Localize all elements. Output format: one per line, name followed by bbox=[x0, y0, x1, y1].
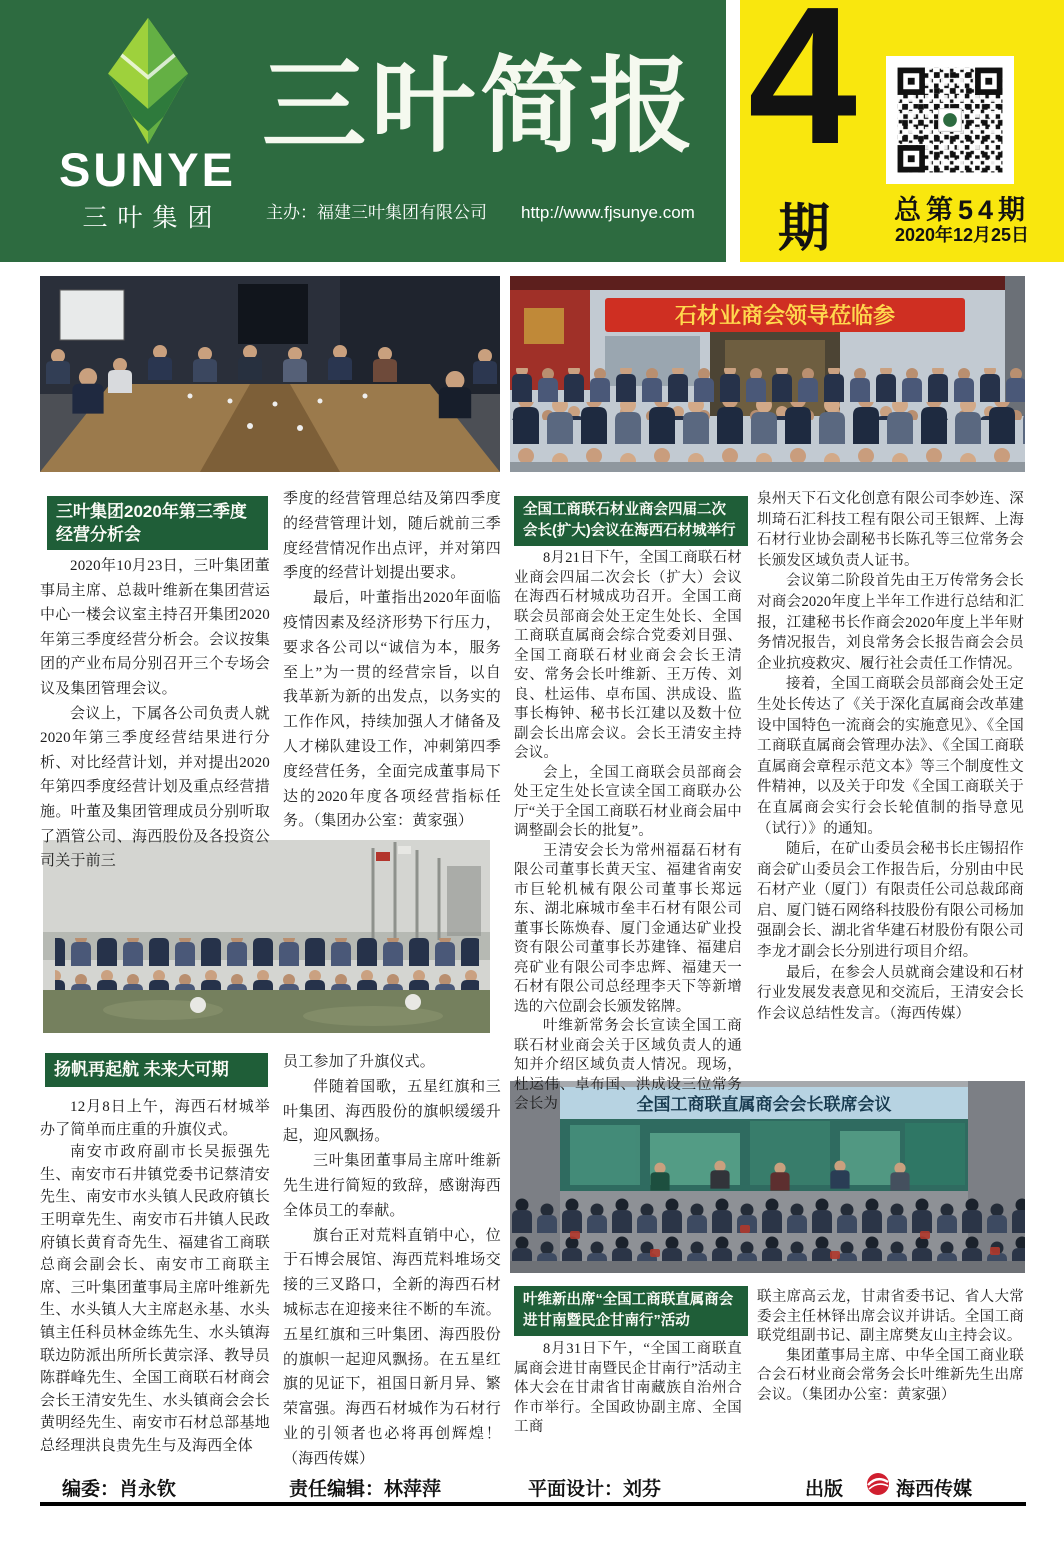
paragraph: 最后，在参会人员就商会建设和石材行业发展发表意见和交流后，王清安会长作会议总结性发言。（海西传媒） bbox=[757, 964, 1024, 1022]
paragraph: 随后，在矿山委员会秘书长庄锡招作商会矿山委员会工作报告后，分别由中民石材产业（厦门）有限责任公司总裁邱商启、厦门链石网络科技股份有限公司杨加强副会长、湖北省华建石材股份有限公司李龙才副会长分别进行项目介绍。 bbox=[757, 841, 1024, 961]
article-column bbox=[40, 554, 270, 874]
article-column bbox=[514, 1340, 742, 1438]
publisher-text: 主办：福建三叶集团有限公司 bbox=[266, 203, 487, 222]
paragraph: 叶维新常务会长宣读全国工商联石材业商会关于区域负责人的通知并介绍区域负责人情况。现场，杜运伟、卓布国、洪成设三位常务会长为 bbox=[514, 1018, 742, 1112]
paragraph: 会议上，下属各公司负责人就2020年第三季度经营结果进行分析、对比经营计划，并对提出2020年第四季度经营计划及重点经营措施。叶董及集团管理成员分别听取了酒管公司、海西股份及各投资公司关于前三 bbox=[40, 705, 270, 870]
paragraph: 南安市政府副市长吴振强先生、南安市石井镇党委书记蔡清安先生、南安市水头镇人民政府镇长王明章先生、南安市石井镇人民政府镇长黄育奇先生、福建省工商联总商会副会长、南安市工商联主席、三叶集团董事局主席叶维新先生、水头镇人大主席赵永基、水头镇主任科员林金练先生、水头镇海联边防派出所所长黄宗泽、教导员陈群峰先生、全国工商联石材商会会长王清安先生、水头镇商会会长黄明经先生、南安市石材总部基地总经理洪良贵先生与及海西全体 bbox=[40, 1144, 270, 1454]
photo-screen-text: 全国工商联直属商会会长联席会议 bbox=[636, 1095, 892, 1114]
paragraph: 2020年10月23日，三叶集团董事局主席、总裁叶维新在集团营运中心一楼会议室主持召开集团2020年第三季度经营分析会。会议按集团的产业布局分别召开三个专场会议及集团管理会议。 bbox=[40, 558, 270, 697]
paragraph: 旗台正对荒料直销中心，位于石博会展馆、海西荒料堆场交接的三叉路口，全新的海西石材城标志在迎接来往不断的车流。五星红旗和三叶集团、海西股份的旗帜一起迎风飘扬。在五星红旗的见证下，祖国日新月异、繁荣富强。海西石材城作为石材行业的引领者也必将再创辉煌！（海西传媒） bbox=[283, 1227, 501, 1467]
footer-publisher-name: 海西传媒 bbox=[896, 1479, 973, 1500]
paragraph: 8月21日下午，全国工商联石材业商会四届二次会长（扩大）会议在海西石材城成功召开。全国工商联会员部商会处王定生处长、全国工商联直属商会综合党委刘目强、全国工商联石材业商会会长王清安、常务会长叶维新、王万传、刘良、杜运伟、卓布国、洪成设、监事长梅钟、秘书长江建以及数十位副会长出席会议。会长王清安主持会议。 bbox=[514, 550, 742, 761]
article-column bbox=[514, 549, 742, 1115]
paragraph: 季度的经营管理总结及第四季度的经营管理计划，随后就前三季度经营情况作出点评，并对第四季度的经营计划提出要求。 bbox=[283, 491, 501, 582]
website-url: http://www.fjsunye.com bbox=[521, 203, 695, 222]
footer-designer: 平面设计：刘芬 bbox=[528, 1479, 662, 1500]
footer-editor: 责任编辑：林萍萍 bbox=[289, 1479, 442, 1500]
article-column bbox=[283, 1050, 501, 1472]
article-column bbox=[283, 487, 501, 834]
issue-panel bbox=[740, 0, 1064, 262]
company-logo bbox=[50, 12, 245, 234]
article-title-gannan: 叶维新出席“全国工商联直属商会进甘南暨民企甘南行”活动 bbox=[514, 1286, 748, 1336]
photo-meeting-room bbox=[40, 276, 500, 472]
footer-divider-line bbox=[40, 1502, 1026, 1506]
article-title-stone-assoc: 全国工商联石材业商会四届二次会长(扩大)会议在海西石材城举行 bbox=[514, 496, 748, 546]
issue-total: 总第54期 bbox=[893, 195, 1031, 225]
qr-code-icon bbox=[886, 56, 1014, 184]
paragraph: 三叶集团董事局主席叶维新先生进行简短的致辞，感谢海西全体员工的奉献。 bbox=[283, 1153, 501, 1219]
paragraph: 泉州天下石文化创意有限公司李妙连、深圳琦石汇科技工程有限公司王银辉、上海石材行业协会副秘书长陈孔等三位常务会长颁发区域负责人证书。 bbox=[757, 491, 1024, 569]
footer-publisher-label: 出版 bbox=[805, 1479, 844, 1500]
paragraph: 联主席高云龙，甘肃省委书记、省人大常委会主任林铎出席会议并讲话。全国工商联党组副书记、副主席樊友山主持会议。 bbox=[757, 1289, 1024, 1344]
article-column bbox=[40, 1096, 270, 1458]
issue-date: 2020年12月25日 bbox=[894, 225, 1030, 245]
paragraph: 集团董事局主席、中华全国工商业联合会石材业商会常务会长叶维新先生出席会议。（集团办公室：黄家强） bbox=[757, 1347, 1024, 1403]
leaf-icon bbox=[106, 16, 190, 146]
paragraph: 员工参加了升旗仪式。 bbox=[283, 1054, 436, 1070]
article-title-q3-analysis: 三叶集团2020年第三季度经营分析会 bbox=[47, 496, 268, 550]
photo-banner-text: 石材业商会领导莅临参 bbox=[674, 303, 896, 328]
article-column bbox=[757, 1288, 1024, 1405]
paragraph: 8月31日下午，“全国工商联直属商会进甘南暨民企甘南行”活动主体大会在甘肃省甘南藏族自治州合作市举行。全国政协副主席、全国工商 bbox=[514, 1341, 742, 1435]
paragraph: 最后，叶董指出2020年面临疫情因素及经济形势下行压力，要求各公司以“诚信为本，服务至上”为一贯的经营宗旨，以自我革新为新的出发点，以务实的工作作风，持续加强人才储备及人才梯队建设工作，冲刺第四季度经营任务，全面完成董事局下达的2020年度各项经营指标任务。（集团办公室：黄家强） bbox=[283, 590, 501, 830]
masthead-title: 三叶简报 bbox=[262, 49, 699, 165]
company-name-cn: 三叶集团 bbox=[82, 203, 223, 232]
paragraph: 接着，全国工商联会员部商会处王定生处长传达了《关于深化直属商会改革建设中国特色一流商会的实施意见》、《全国工商联直属商会管理办法》、《全国工商联直属商会章程示范文本》等三个制度性文件精神，以及关于印发《全国工商联关于在直属商会实行会长轮值制的指导意见（试行）》的通知。 bbox=[757, 676, 1024, 837]
photo-group-entrance bbox=[510, 276, 1025, 472]
header-band bbox=[0, 0, 726, 262]
paragraph: 伴随着国歌，五星红旗和三叶集团、海西股份的旗帜缓缓升起，迎风飘扬。 bbox=[283, 1078, 501, 1145]
article-column bbox=[757, 489, 1024, 1024]
footer-editorial-board: 编委：肖永钦 bbox=[62, 1479, 177, 1500]
issue-number: 4 bbox=[748, 0, 858, 185]
haixi-media-logo-icon bbox=[866, 1472, 890, 1501]
paragraph: 王清安会长为常州福磊石材有限公司董事长黄天宝、福建省南安市巨轮机械有限公司董事长郑远东、湖北麻城市垒丰石材有限公司董事长陈焕春、厦门金通达矿业投资有限公司董事长苏建锋、福建启亮矿业有限公司李忠辉、福建天一石材有限公司总经理李天下等新增选的六位副会长颁发铭牌。 bbox=[514, 842, 742, 1015]
paragraph: 会议第二阶段首先由王万传常务会长对商会2020年度上半年工作进行总结和汇报，江建秘书长作商会2020年度上半年财务情况报告，刘良常务会长报告商会会员企业抗疫救灾、履行社会责任工作情况。 bbox=[757, 573, 1024, 672]
paragraph: 12月8日上午，海西石材城举办了简单而庄重的升旗仪式。 bbox=[40, 1099, 270, 1138]
publisher-line bbox=[266, 198, 726, 223]
company-name-en: SUNYE bbox=[59, 143, 236, 196]
paragraph: 会上，全国工商联会员部商会处王定生处长宣读全国工商联办公厅“关于全国工商联石材业商会届中调整副会长的批复”。 bbox=[514, 764, 742, 839]
issue-unit-label: 期 bbox=[778, 200, 831, 258]
article-title-flag-raising: 扬帆再起航 未来大可期 bbox=[45, 1053, 268, 1087]
